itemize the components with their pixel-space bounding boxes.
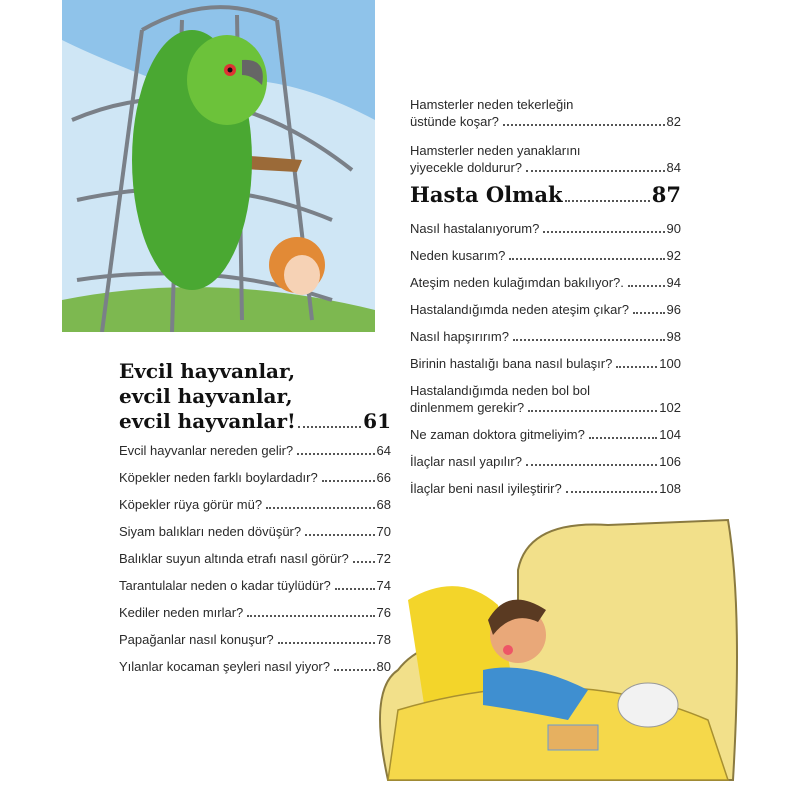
- dot-leader: [503, 124, 665, 126]
- entry-page-number: 96: [666, 302, 681, 317]
- toc-entry[interactable]: [119, 469, 391, 486]
- dot-leader: [589, 437, 657, 439]
- entry-title: Hastalandığımda neden ateşim çıkar?: [410, 302, 629, 317]
- entry-title: Papağanlar nasıl konuşur?: [119, 632, 274, 647]
- toc-entry[interactable]: [410, 274, 681, 291]
- dot-leader: [322, 480, 375, 482]
- toc-entry[interactable]: [410, 355, 681, 372]
- chapter-heading-hasta-olmak[interactable]: [410, 182, 681, 207]
- chapter-title: Hasta Olmak: [410, 182, 563, 207]
- entry-title: Yılanlar kocaman şeyleri nasıl yiyor?: [119, 659, 330, 674]
- entry-page-number: 102: [659, 400, 681, 415]
- dot-leader: [616, 366, 657, 368]
- toc-entry[interactable]: [119, 577, 391, 594]
- entry-page-number: 70: [376, 524, 391, 539]
- entry-page-number: 94: [666, 275, 681, 290]
- entry-page-number: 82: [666, 114, 681, 129]
- chapter-title-line: evcil hayvanlar,: [119, 384, 293, 408]
- dot-leader: [247, 615, 374, 617]
- toc-entry[interactable]: [410, 142, 681, 176]
- dot-leader: [565, 200, 650, 202]
- entry-page-number: 80: [376, 659, 391, 674]
- chapter-page-number: 87: [651, 182, 681, 207]
- entry-title: Tarantulalar neden o kadar tüylüdür?: [119, 578, 331, 593]
- toc-entry[interactable]: [410, 453, 681, 470]
- entry-title: Ne zaman doktora gitmeliyim?: [410, 427, 585, 442]
- entry-title: Neden kusarım?: [410, 248, 506, 263]
- dot-leader: [543, 231, 664, 233]
- entry-title: Birinin hastalığı bana nasıl bulaşır?: [410, 356, 613, 371]
- entry-title-line: üstünde koşar?: [410, 114, 499, 129]
- entry-page-number: 78: [376, 632, 391, 647]
- entry-title-line: Hamsterler neden yanaklarını: [410, 143, 581, 158]
- entry-title: Siyam balıkları neden dövüşür?: [119, 524, 302, 539]
- toc-entry[interactable]: [119, 550, 391, 567]
- dot-leader: [528, 410, 657, 412]
- entry-title: İlaçlar nasıl yapılır?: [410, 454, 522, 469]
- toc-entry[interactable]: [410, 301, 681, 318]
- chapter-title-line: Evcil hayvanlar,: [119, 359, 296, 383]
- entry-title-line: dinlenmem gerekir?: [410, 400, 525, 415]
- entry-page-number: 98: [666, 329, 681, 344]
- entry-page-number: 64: [376, 443, 391, 458]
- entry-title: Nasıl hastalanıyorum?: [410, 221, 540, 236]
- entry-page-number: 76: [376, 605, 391, 620]
- entry-page-number: 74: [376, 578, 391, 593]
- toc-entry[interactable]: [119, 523, 391, 540]
- dot-leader: [566, 491, 658, 493]
- entry-page-number: 92: [666, 248, 681, 263]
- entry-title: Ateşim neden kulağımdan bakılıyor?.: [410, 275, 624, 290]
- entry-title-line: Hamsterler neden tekerleğin: [410, 97, 574, 112]
- entry-page-number: 90: [666, 221, 681, 236]
- dot-leader: [305, 534, 374, 536]
- chapter-title-line: evcil hayvanlar!: [119, 409, 296, 433]
- entry-page-number: 68: [376, 497, 391, 512]
- dot-leader: [513, 339, 665, 341]
- entry-page-number: 108: [659, 481, 681, 496]
- toc-entry[interactable]: [119, 496, 391, 513]
- toc-entry[interactable]: [410, 220, 681, 237]
- toc-entry[interactable]: [410, 426, 681, 443]
- dot-leader: [526, 170, 665, 172]
- entry-page-number: 106: [659, 454, 681, 469]
- dot-leader: [628, 285, 665, 287]
- toc-entry[interactable]: [410, 382, 681, 416]
- entry-page-number: 66: [376, 470, 391, 485]
- toc-entry[interactable]: [410, 247, 681, 264]
- entry-title: Nasıl hapşırırım?: [410, 329, 509, 344]
- entry-title: Evcil hayvanlar nereden gelir?: [119, 443, 294, 458]
- chapter-page-number: 61: [363, 409, 391, 433]
- entry-title: Balıklar suyun altında etrafı nasıl görür?: [119, 551, 349, 566]
- entry-title: İlaçlar beni nasıl iyileştirir?: [410, 481, 562, 496]
- entry-page-number: 84: [666, 160, 681, 175]
- toc-entry[interactable]: [119, 604, 391, 621]
- dot-leader: [633, 312, 665, 314]
- entry-title-line: yiyecekle doldurur?: [410, 160, 523, 175]
- toc-entry[interactable]: [410, 96, 681, 130]
- dot-leader: [266, 507, 374, 509]
- dot-leader: [278, 642, 375, 644]
- dot-leader: [526, 464, 657, 466]
- toc-entry[interactable]: [119, 631, 391, 648]
- toc-entry[interactable]: [410, 328, 681, 345]
- entry-title-line: Hastalandığımda neden bol bol: [410, 383, 590, 398]
- entry-page-number: 104: [659, 427, 681, 442]
- dot-leader: [509, 258, 664, 260]
- entry-title: Kediler neden mırlar?: [119, 605, 244, 620]
- entry-page-number: 72: [376, 551, 391, 566]
- dot-leader: [298, 426, 361, 428]
- sick-boy-on-sofa-illustration: [368, 510, 748, 790]
- toc-entry[interactable]: [119, 658, 391, 675]
- chapter-heading-evcil-hayvanlar[interactable]: [119, 359, 391, 434]
- entry-page-number: 100: [659, 356, 681, 371]
- parrot-in-cage-illustration: [62, 0, 375, 332]
- entry-title: Köpekler neden farklı boylardadır?: [119, 470, 318, 485]
- toc-entry[interactable]: [119, 442, 391, 459]
- entry-title: Köpekler rüya görür mü?: [119, 497, 263, 512]
- toc-entry[interactable]: [410, 480, 681, 497]
- dot-leader: [297, 453, 374, 455]
